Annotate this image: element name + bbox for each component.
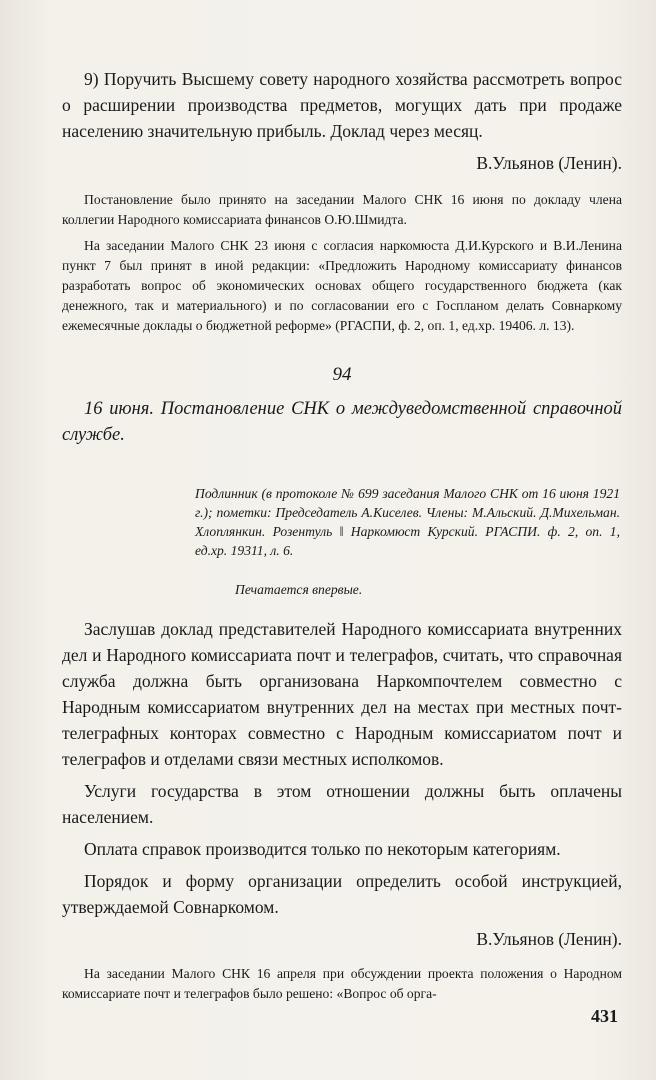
item-9-paragraph: 9) Поручить Высшему совету народного хозяйства рассмотреть вопрос о расширении производства предметов, могущих дать при продаже населению значительную прибыль. Доклад через месяц. (62, 69, 622, 141)
body-paragraph-2: Услуги государства в этом отношении должны быть оплачены населением. (62, 781, 622, 827)
document-title: 16 июня. Постановление СНК о междуведомственной справочной службе. (62, 399, 622, 445)
document-number: 94 (332, 364, 352, 385)
signature-lenin-2: В.Ульянов (Ленин). (476, 929, 622, 949)
resolution-column (62, 616, 622, 1004)
body-paragraph-3: Оплата справок производится только по некоторым категориям. (84, 839, 561, 859)
source-note: Подлинник (в протоколе № 699 заседания Малого СНК от 16 июня 1921 г.); пометки: Председатель А.Киселев. Члены: М.Альский. Д.Михельман. Хлоплянкин. Розентуль ‖ Наркомюст Курский. РГАСПИ. ф. 2, оп. 1, ед.хр. 19311, л. 6. (195, 486, 620, 558)
body-paragraph-1: Заслушав доклад представителей Народного комиссариата внутренних дел и Народного комиссариата почт и телеграфов, считать, что справочная служба должна быть организована Наркомпочтелем совместно с Народным комиссариатом внутренних дел на местах при местных почт-телеграфных конторах совместно с Народным комиссариатом почт и телеграфов и отделами связи местных исполкомов. (62, 619, 622, 769)
note-paragraph-3: На заседании Малого СНК 16 апреля при обсуждении проекта положения о Народном комиссариате почт и телеграфов было решено: «Вопрос об орга- (62, 966, 622, 1001)
note-paragraph-2: На заседании Малого СНК 23 июня с согласия наркомюста Д.И.Курского и В.И.Ленина пункт 7 был принят в иной редакции: «Предложить Народному комиссариату финансов разработать вопрос об экономических основах общего государственного бюджета (как денежного, так и материального) и по согласовании его с Госпланом делать Совнаркому ежемесячные доклады о бюджетной реформе» (РГАСПИ, ф. 2, оп. 1, ед.хр. 19406. л. 13). (62, 238, 622, 333)
signature-lenin-1: В.Ульянов (Ленин). (476, 153, 622, 173)
page-number: 431 (591, 1006, 618, 1026)
note-paragraph-1: Постановление было принято на заседании Малого СНК 16 июня по докладу члена коллегии Народного комиссариата финансов О.Ю.Шмидта. (62, 192, 622, 227)
main-column (62, 66, 622, 448)
published-note: Печатается впервые. (235, 582, 363, 597)
body-paragraph-4: Порядок и форму организации определить особой инструкцией, утверждаемой Совнаркомом. (62, 871, 622, 917)
